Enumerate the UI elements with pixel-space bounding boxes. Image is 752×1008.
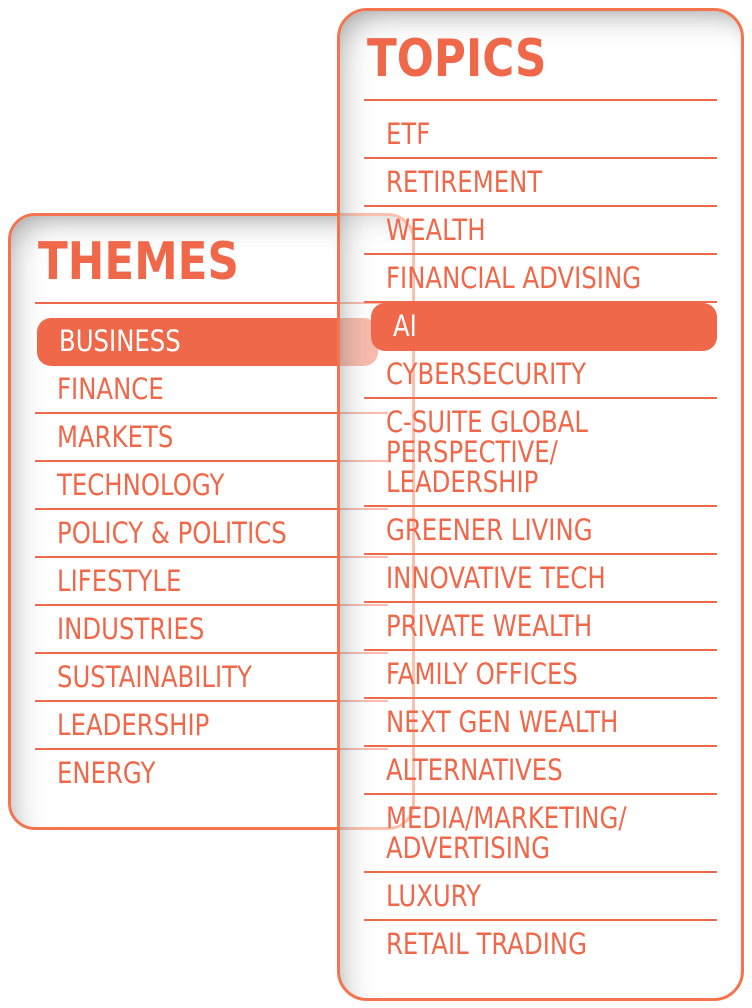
topic-option-wealth[interactable] bbox=[364, 207, 717, 255]
themes-title-text: THEMES bbox=[38, 232, 239, 292]
theme-option-industries[interactable] bbox=[35, 606, 388, 654]
option-label: LUXURY bbox=[386, 879, 481, 913]
option-label: LEADERSHIP bbox=[57, 708, 210, 742]
topic-option-retail-trading[interactable] bbox=[364, 921, 717, 967]
topic-option-media-marketing-advertising[interactable] bbox=[364, 795, 717, 873]
theme-option-sustainability[interactable] bbox=[35, 654, 388, 702]
option-label: FINANCIAL ADVISING bbox=[386, 261, 642, 295]
option-label-line: MEDIA/MARKETING/ bbox=[386, 801, 627, 835]
option-label: INNOVATIVE TECH bbox=[386, 561, 606, 595]
option-label: RETAIL TRADING bbox=[386, 927, 587, 961]
topic-option-luxury[interactable] bbox=[364, 873, 717, 921]
option-label: MARKETS bbox=[57, 420, 174, 454]
topics-title bbox=[367, 28, 717, 90]
option-label: INDUSTRIES bbox=[57, 612, 205, 646]
option-label: WEALTH bbox=[386, 213, 486, 247]
topic-option-family-offices[interactable] bbox=[364, 651, 717, 699]
option-label: FAMILY OFFICES bbox=[386, 657, 578, 691]
theme-option-policy-politics[interactable] bbox=[35, 510, 388, 558]
option-label: ENERGY bbox=[57, 756, 156, 790]
topics-panel bbox=[337, 8, 744, 1001]
topics-list bbox=[364, 111, 717, 967]
topic-option-innovative-tech[interactable] bbox=[364, 555, 717, 603]
option-label: PRIVATE WEALTH bbox=[386, 609, 593, 643]
option-label: CYBERSECURITY bbox=[386, 357, 587, 391]
option-label: RETIREMENT bbox=[386, 165, 543, 199]
topic-option-financial-advising[interactable] bbox=[364, 255, 717, 303]
theme-option-markets[interactable] bbox=[35, 414, 388, 462]
option-label-line: LEADERSHIP bbox=[386, 465, 539, 499]
option-label-line: PERSPECTIVE/ bbox=[386, 435, 558, 469]
topic-option-cybersecurity[interactable] bbox=[364, 351, 717, 399]
topic-option-ai-selected[interactable] bbox=[371, 303, 717, 351]
theme-option-leadership[interactable] bbox=[35, 702, 388, 750]
topics-title-rule bbox=[364, 99, 717, 101]
topic-option-private-wealth[interactable] bbox=[364, 603, 717, 651]
topic-option-c-suite-global-perspective-leadership[interactable] bbox=[364, 399, 717, 507]
option-label: AI bbox=[393, 309, 417, 343]
theme-option-business-selected[interactable] bbox=[37, 318, 378, 366]
theme-option-finance[interactable] bbox=[35, 366, 388, 414]
theme-option-technology[interactable] bbox=[35, 462, 388, 510]
option-label bbox=[386, 803, 627, 863]
option-label: POLICY & POLITICS bbox=[57, 516, 287, 550]
themes-list bbox=[35, 318, 388, 796]
option-label: LIFESTYLE bbox=[57, 564, 182, 598]
topic-option-alternatives[interactable] bbox=[364, 747, 717, 795]
option-label-line: ADVERTISING bbox=[386, 831, 551, 865]
option-label: NEXT GEN WEALTH bbox=[386, 705, 619, 739]
option-label: BUSINESS bbox=[59, 324, 181, 358]
themes-title bbox=[38, 231, 388, 293]
option-label-line: C-SUITE GLOBAL bbox=[386, 405, 588, 439]
themes-title-rule bbox=[35, 302, 388, 304]
option-label: ALTERNATIVES bbox=[386, 753, 563, 787]
topic-option-greener-living[interactable] bbox=[364, 507, 717, 555]
theme-option-lifestyle[interactable] bbox=[35, 558, 388, 606]
option-label: ETF bbox=[386, 117, 431, 151]
theme-option-energy[interactable] bbox=[35, 750, 388, 796]
topic-option-next-gen-wealth[interactable] bbox=[364, 699, 717, 747]
topic-option-etf[interactable] bbox=[364, 111, 717, 159]
option-label: GREENER LIVING bbox=[386, 513, 593, 547]
option-label: FINANCE bbox=[57, 372, 164, 406]
option-label: TECHNOLOGY bbox=[57, 468, 225, 502]
option-label bbox=[386, 407, 588, 497]
topic-option-retirement[interactable] bbox=[364, 159, 717, 207]
topics-panel-content bbox=[340, 28, 741, 967]
option-label: SUSTAINABILITY bbox=[57, 660, 252, 694]
topics-title-text: TOPICS bbox=[367, 29, 547, 89]
